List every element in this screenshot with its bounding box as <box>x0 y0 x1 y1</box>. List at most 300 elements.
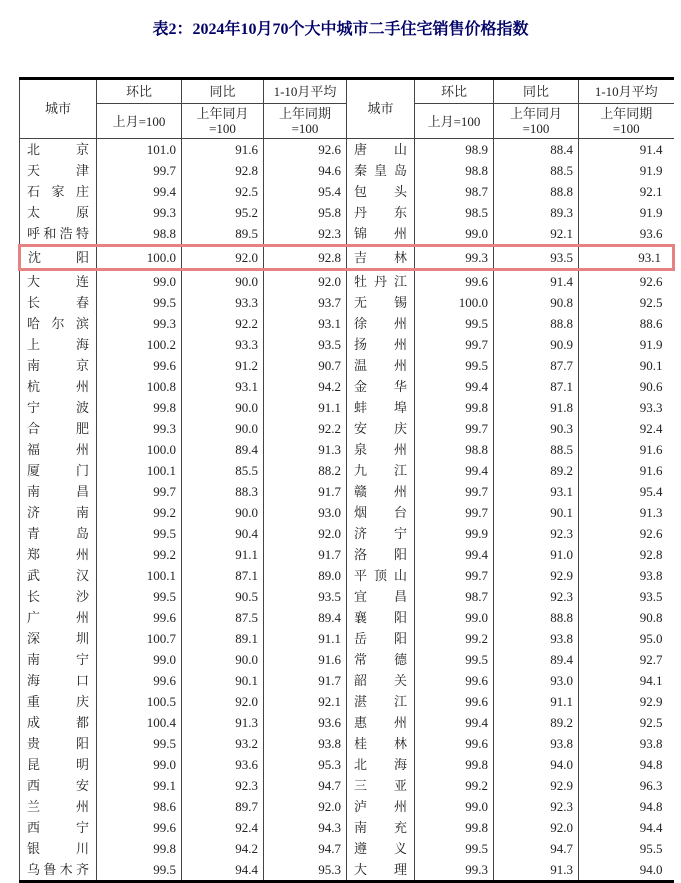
avg-value-left: 89.0 <box>264 565 347 586</box>
city-name-left: 深圳 <box>20 628 97 649</box>
avg-value-right: 88.6 <box>579 313 674 334</box>
city-name-left: 南京 <box>20 355 97 376</box>
table-row <box>20 838 674 859</box>
mom-value-left: 99.0 <box>97 270 182 293</box>
mom-value-left: 99.2 <box>97 544 182 565</box>
mom-value-left: 99.4 <box>97 181 182 202</box>
mom-value-left: 99.5 <box>97 523 182 544</box>
city-name-right: 洛阳 <box>347 544 415 565</box>
yoy-value-right: 88.4 <box>494 139 579 161</box>
avg-value-left: 91.6 <box>264 649 347 670</box>
city-name-right: 包头 <box>347 181 415 202</box>
avg-value-left: 88.2 <box>264 460 347 481</box>
mom-value-left: 99.6 <box>97 817 182 838</box>
table-row <box>20 670 674 691</box>
header-city-left: 城市 <box>20 79 97 139</box>
table-row <box>20 502 674 523</box>
yoy-value-left: 92.5 <box>182 181 264 202</box>
city-name-right: 赣州 <box>347 481 415 502</box>
header-yoy-base-right <box>494 104 579 139</box>
base-label: 上月=100 <box>112 113 166 129</box>
table-row <box>20 523 674 544</box>
mom-value-right: 99.0 <box>415 223 494 246</box>
table-row <box>20 859 674 882</box>
yoy-value-right: 90.9 <box>494 334 579 355</box>
yoy-value-right: 88.8 <box>494 607 579 628</box>
city-name-left: 西宁 <box>20 817 97 838</box>
city-name-right: 惠州 <box>347 712 415 733</box>
table-row <box>20 223 674 246</box>
yoy-value-right: 89.2 <box>494 712 579 733</box>
avg-value-left: 92.2 <box>264 418 347 439</box>
mom-value-left: 99.7 <box>97 160 182 181</box>
table-row <box>20 139 674 161</box>
city-name-right: 徐州 <box>347 313 415 334</box>
city-name-left: 福州 <box>20 439 97 460</box>
base-label-line2: =100 <box>291 121 319 136</box>
mom-value-left: 99.3 <box>97 418 182 439</box>
city-name-left: 杭州 <box>20 376 97 397</box>
yoy-value-right: 91.1 <box>494 691 579 712</box>
yoy-value-left: 89.5 <box>182 223 264 246</box>
city-name-left: 兰州 <box>20 796 97 817</box>
mom-value-right: 99.8 <box>415 817 494 838</box>
mom-value-left: 99.6 <box>97 607 182 628</box>
city-name-right: 济宁 <box>347 523 415 544</box>
yoy-value-left: 94.4 <box>182 859 264 882</box>
table-row <box>20 649 674 670</box>
header-city-right: 城市 <box>347 79 415 139</box>
city-name-left: 沈阳 <box>20 246 97 270</box>
city-name-left: 武汉 <box>20 565 97 586</box>
header-yoy-base-left <box>182 104 264 139</box>
city-name-left: 乌鲁木齐 <box>20 859 97 882</box>
yoy-value-left: 93.6 <box>182 754 264 775</box>
yoy-value-left: 92.2 <box>182 313 264 334</box>
city-name-right: 蚌埠 <box>347 397 415 418</box>
mom-value-right: 99.0 <box>415 796 494 817</box>
city-name-right: 秦皇岛 <box>347 160 415 181</box>
city-name-right: 北海 <box>347 754 415 775</box>
avg-value-left: 92.6 <box>264 139 347 161</box>
city-name-right: 湛江 <box>347 691 415 712</box>
avg-value-left: 92.0 <box>264 523 347 544</box>
header-avg-left: 1-10月平均 <box>264 79 347 104</box>
yoy-value-left: 95.2 <box>182 202 264 223</box>
avg-value-right: 95.5 <box>579 838 674 859</box>
mom-value-left: 99.5 <box>97 859 182 882</box>
mom-value-right: 99.7 <box>415 565 494 586</box>
avg-value-left: 95.3 <box>264 859 347 882</box>
avg-value-left: 94.2 <box>264 376 347 397</box>
yoy-value-left: 90.5 <box>182 586 264 607</box>
mom-value-right: 99.3 <box>415 246 494 270</box>
yoy-value-right: 87.7 <box>494 355 579 376</box>
yoy-value-left: 90.1 <box>182 670 264 691</box>
yoy-value-right: 89.4 <box>494 649 579 670</box>
yoy-value-right: 92.9 <box>494 565 579 586</box>
mom-value-left: 100.5 <box>97 691 182 712</box>
mom-value-right: 99.4 <box>415 460 494 481</box>
city-name-right: 九江 <box>347 460 415 481</box>
table-row <box>20 160 674 181</box>
avg-value-left: 92.0 <box>264 796 347 817</box>
header-yoy-right: 同比 <box>494 79 579 104</box>
mom-value-right: 99.7 <box>415 481 494 502</box>
avg-value-left: 91.3 <box>264 439 347 460</box>
mom-value-right: 100.0 <box>415 292 494 313</box>
avg-value-right: 93.1 <box>579 246 674 270</box>
avg-value-right: 93.5 <box>579 586 674 607</box>
mom-value-right: 99.6 <box>415 691 494 712</box>
header-mom-base-right <box>415 104 494 139</box>
avg-value-right: 94.1 <box>579 670 674 691</box>
avg-value-right: 92.5 <box>579 712 674 733</box>
city-name-left: 哈尔滨 <box>20 313 97 334</box>
yoy-value-left: 90.0 <box>182 502 264 523</box>
price-index-table <box>18 77 675 883</box>
highlighted-row <box>20 246 674 270</box>
city-name-left: 天津 <box>20 160 97 181</box>
city-name-left: 昆明 <box>20 754 97 775</box>
city-name-right: 大理 <box>347 859 415 882</box>
yoy-value-left: 88.3 <box>182 481 264 502</box>
mom-value-left: 99.0 <box>97 754 182 775</box>
city-name-right: 烟台 <box>347 502 415 523</box>
avg-value-left: 95.4 <box>264 181 347 202</box>
yoy-value-left: 93.2 <box>182 733 264 754</box>
yoy-value-right: 92.0 <box>494 817 579 838</box>
yoy-value-left: 90.0 <box>182 649 264 670</box>
mom-value-right: 98.7 <box>415 586 494 607</box>
mom-value-left: 98.6 <box>97 796 182 817</box>
avg-value-left: 94.7 <box>264 775 347 796</box>
city-name-left: 济南 <box>20 502 97 523</box>
table-row <box>20 355 674 376</box>
city-name-right: 安庆 <box>347 418 415 439</box>
yoy-value-left: 89.1 <box>182 628 264 649</box>
city-name-left: 石家庄 <box>20 181 97 202</box>
yoy-value-right: 87.1 <box>494 376 579 397</box>
avg-value-right: 92.1 <box>579 181 674 202</box>
avg-value-left: 92.1 <box>264 691 347 712</box>
avg-value-right: 94.4 <box>579 817 674 838</box>
avg-value-left: 93.5 <box>264 586 347 607</box>
yoy-value-right: 88.5 <box>494 160 579 181</box>
yoy-value-right: 90.3 <box>494 418 579 439</box>
avg-value-left: 91.7 <box>264 481 347 502</box>
avg-value-right: 92.6 <box>579 270 674 293</box>
city-name-right: 唐山 <box>347 139 415 161</box>
table-row <box>20 397 674 418</box>
yoy-value-left: 90.0 <box>182 270 264 293</box>
avg-value-right: 90.8 <box>579 607 674 628</box>
yoy-value-left: 92.0 <box>182 691 264 712</box>
yoy-value-left: 93.3 <box>182 292 264 313</box>
avg-value-right: 91.6 <box>579 439 674 460</box>
table-row <box>20 628 674 649</box>
avg-value-right: 95.4 <box>579 481 674 502</box>
mom-value-left: 99.8 <box>97 838 182 859</box>
city-name-left: 呼和浩特 <box>20 223 97 246</box>
yoy-value-right: 91.8 <box>494 397 579 418</box>
city-name-right: 宜昌 <box>347 586 415 607</box>
city-name-right: 岳阳 <box>347 628 415 649</box>
city-name-right: 吉林 <box>347 246 415 270</box>
avg-value-right: 91.3 <box>579 502 674 523</box>
avg-value-right: 90.1 <box>579 355 674 376</box>
avg-value-left: 94.6 <box>264 160 347 181</box>
city-name-right: 三亚 <box>347 775 415 796</box>
avg-value-left: 93.6 <box>264 712 347 733</box>
mom-value-left: 98.8 <box>97 223 182 246</box>
header-avg-base-left <box>264 104 347 139</box>
avg-value-right: 91.9 <box>579 202 674 223</box>
mom-value-right: 99.9 <box>415 523 494 544</box>
city-name-right: 桂林 <box>347 733 415 754</box>
city-name-left: 南宁 <box>20 649 97 670</box>
mom-value-left: 99.3 <box>97 313 182 334</box>
yoy-value-left: 91.1 <box>182 544 264 565</box>
city-name-right: 扬州 <box>347 334 415 355</box>
avg-value-right: 92.7 <box>579 649 674 670</box>
city-name-right: 无锡 <box>347 292 415 313</box>
yoy-value-right: 88.5 <box>494 439 579 460</box>
base-label-line1: 上年同期 <box>600 106 653 121</box>
yoy-value-left: 85.5 <box>182 460 264 481</box>
mom-value-left: 99.3 <box>97 202 182 223</box>
mom-value-right: 98.7 <box>415 181 494 202</box>
avg-value-right: 93.6 <box>579 223 674 246</box>
yoy-value-left: 92.0 <box>182 246 264 270</box>
table-row <box>20 733 674 754</box>
city-name-left: 青岛 <box>20 523 97 544</box>
yoy-value-left: 91.3 <box>182 712 264 733</box>
table-row <box>20 460 674 481</box>
city-name-left: 郑州 <box>20 544 97 565</box>
city-name-left: 广州 <box>20 607 97 628</box>
yoy-value-right: 91.3 <box>494 859 579 882</box>
mom-value-left: 99.1 <box>97 775 182 796</box>
mom-value-right: 98.5 <box>415 202 494 223</box>
mom-value-right: 99.7 <box>415 502 494 523</box>
city-name-left: 宁波 <box>20 397 97 418</box>
mom-value-right: 99.6 <box>415 670 494 691</box>
avg-value-left: 91.1 <box>264 628 347 649</box>
avg-value-right: 92.5 <box>579 292 674 313</box>
table-row <box>20 292 674 313</box>
city-name-left: 西安 <box>20 775 97 796</box>
mom-value-left: 100.1 <box>97 460 182 481</box>
yoy-value-right: 93.0 <box>494 670 579 691</box>
city-name-right: 平顶山 <box>347 565 415 586</box>
yoy-value-left: 94.2 <box>182 838 264 859</box>
mom-value-right: 99.5 <box>415 355 494 376</box>
page <box>0 16 681 883</box>
mom-value-right: 98.8 <box>415 160 494 181</box>
city-name-right: 遵义 <box>347 838 415 859</box>
table-row <box>20 202 674 223</box>
city-name-right: 襄阳 <box>347 607 415 628</box>
avg-value-left: 93.8 <box>264 733 347 754</box>
avg-value-left: 92.8 <box>264 246 347 270</box>
yoy-value-right: 93.5 <box>494 246 579 270</box>
avg-value-left: 91.7 <box>264 544 347 565</box>
yoy-value-left: 87.1 <box>182 565 264 586</box>
mom-value-right: 99.4 <box>415 544 494 565</box>
table-row <box>20 775 674 796</box>
mom-value-left: 100.4 <box>97 712 182 733</box>
avg-value-right: 91.6 <box>579 460 674 481</box>
mom-value-right: 99.7 <box>415 334 494 355</box>
mom-value-right: 99.3 <box>415 859 494 882</box>
city-name-right: 牡丹江 <box>347 270 415 293</box>
city-name-left: 贵阳 <box>20 733 97 754</box>
yoy-value-left: 90.0 <box>182 397 264 418</box>
mom-value-left: 99.2 <box>97 502 182 523</box>
table-row <box>20 586 674 607</box>
city-name-right: 金华 <box>347 376 415 397</box>
mom-value-left: 100.8 <box>97 376 182 397</box>
table-row <box>20 313 674 334</box>
mom-value-left: 100.2 <box>97 334 182 355</box>
mom-value-left: 99.6 <box>97 670 182 691</box>
avg-value-right: 94.0 <box>579 859 674 882</box>
base-label: 上月=100 <box>427 113 481 129</box>
city-name-left: 重庆 <box>20 691 97 712</box>
header-mom-base-left <box>97 104 182 139</box>
yoy-value-right: 92.9 <box>494 775 579 796</box>
avg-value-right: 93.8 <box>579 565 674 586</box>
base-label-line2: =100 <box>209 121 236 136</box>
table-row <box>20 754 674 775</box>
mom-value-left: 101.0 <box>97 139 182 161</box>
avg-value-left: 93.0 <box>264 502 347 523</box>
yoy-value-right: 90.1 <box>494 502 579 523</box>
avg-value-right: 92.8 <box>579 544 674 565</box>
avg-value-left: 95.8 <box>264 202 347 223</box>
city-name-left: 合肥 <box>20 418 97 439</box>
avg-value-right: 91.9 <box>579 334 674 355</box>
mom-value-right: 99.8 <box>415 397 494 418</box>
yoy-value-right: 94.0 <box>494 754 579 775</box>
table-row <box>20 607 674 628</box>
mom-value-right: 99.5 <box>415 649 494 670</box>
yoy-value-left: 90.4 <box>182 523 264 544</box>
mom-value-left: 99.5 <box>97 586 182 607</box>
mom-value-right: 99.2 <box>415 775 494 796</box>
yoy-value-left: 92.4 <box>182 817 264 838</box>
mom-value-right: 99.5 <box>415 313 494 334</box>
avg-value-left: 89.4 <box>264 607 347 628</box>
table-title: 表2：2024年10月70个大中城市二手住宅销售价格指数 <box>152 21 529 38</box>
mom-value-right: 98.8 <box>415 439 494 460</box>
mom-value-right: 99.5 <box>415 838 494 859</box>
base-label-line1: 上年同期 <box>278 106 331 121</box>
avg-value-left: 91.7 <box>264 670 347 691</box>
avg-value-left: 91.1 <box>264 397 347 418</box>
city-name-left: 银川 <box>20 838 97 859</box>
mom-value-right: 99.6 <box>415 270 494 293</box>
avg-value-right: 93.3 <box>579 397 674 418</box>
city-name-right: 南充 <box>347 817 415 838</box>
yoy-value-left: 92.8 <box>182 160 264 181</box>
city-name-right: 韶关 <box>347 670 415 691</box>
yoy-value-right: 92.3 <box>494 796 579 817</box>
avg-value-left: 93.1 <box>264 313 347 334</box>
mom-value-left: 99.0 <box>97 649 182 670</box>
header-avg-right: 1-10月平均 <box>579 79 674 104</box>
mom-value-right: 99.0 <box>415 607 494 628</box>
yoy-value-right: 94.7 <box>494 838 579 859</box>
yoy-value-left: 89.4 <box>182 439 264 460</box>
mom-value-right: 99.2 <box>415 628 494 649</box>
yoy-value-right: 93.8 <box>494 628 579 649</box>
avg-value-right: 91.4 <box>579 139 674 161</box>
table-row <box>20 270 674 293</box>
avg-value-left: 93.5 <box>264 334 347 355</box>
table-row <box>20 565 674 586</box>
city-name-left: 大连 <box>20 270 97 293</box>
mom-value-left: 100.1 <box>97 565 182 586</box>
city-name-right: 泉州 <box>347 439 415 460</box>
header-avg-base-right <box>579 104 674 139</box>
mom-value-left: 100.0 <box>97 439 182 460</box>
mom-value-right: 99.6 <box>415 733 494 754</box>
yoy-value-left: 93.1 <box>182 376 264 397</box>
table-row <box>20 544 674 565</box>
yoy-value-right: 91.4 <box>494 270 579 293</box>
avg-value-left: 93.7 <box>264 292 347 313</box>
avg-value-right: 92.9 <box>579 691 674 712</box>
yoy-value-left: 91.2 <box>182 355 264 376</box>
mom-value-right: 99.4 <box>415 712 494 733</box>
mom-value-left: 99.6 <box>97 355 182 376</box>
yoy-value-right: 91.0 <box>494 544 579 565</box>
table-row <box>20 691 674 712</box>
mom-value-left: 99.5 <box>97 292 182 313</box>
avg-value-left: 94.7 <box>264 838 347 859</box>
avg-value-right: 96.3 <box>579 775 674 796</box>
mom-value-right: 99.8 <box>415 754 494 775</box>
table-header <box>20 79 674 139</box>
yoy-value-left: 89.7 <box>182 796 264 817</box>
yoy-value-right: 88.8 <box>494 313 579 334</box>
base-label-line2: =100 <box>612 121 640 136</box>
yoy-value-right: 89.3 <box>494 202 579 223</box>
avg-value-right: 95.0 <box>579 628 674 649</box>
avg-value-right: 93.8 <box>579 733 674 754</box>
avg-value-right: 92.6 <box>579 523 674 544</box>
avg-value-left: 90.7 <box>264 355 347 376</box>
table-row <box>20 796 674 817</box>
city-name-left: 长春 <box>20 292 97 313</box>
base-label-line1: 上年同月 <box>509 106 562 121</box>
avg-value-right: 94.8 <box>579 754 674 775</box>
yoy-value-right: 90.8 <box>494 292 579 313</box>
table-row <box>20 418 674 439</box>
mom-value-left: 99.5 <box>97 733 182 754</box>
yoy-value-left: 91.6 <box>182 139 264 161</box>
yoy-value-right: 88.8 <box>494 181 579 202</box>
base-label-line2: =100 <box>522 121 550 136</box>
avg-value-right: 91.9 <box>579 160 674 181</box>
city-name-left: 北京 <box>20 139 97 161</box>
city-name-left: 上海 <box>20 334 97 355</box>
mom-value-right: 99.4 <box>415 376 494 397</box>
table-row <box>20 817 674 838</box>
avg-value-left: 94.3 <box>264 817 347 838</box>
